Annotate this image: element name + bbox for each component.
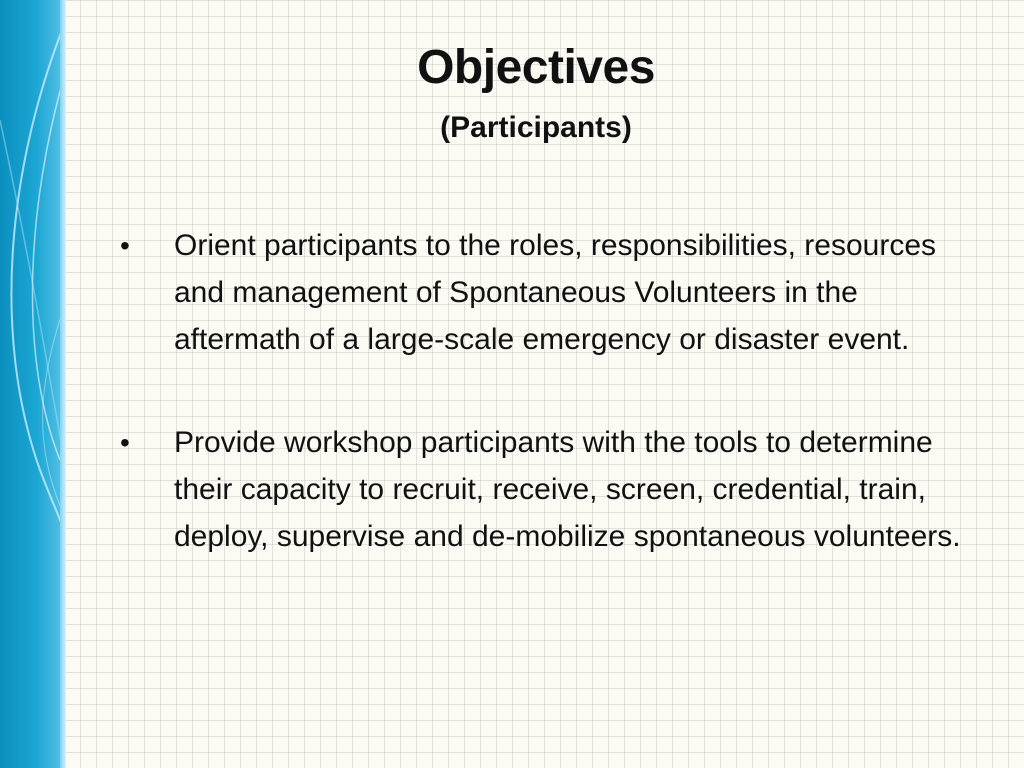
decorative-sidebar <box>0 0 66 768</box>
slide-subtitle: (Participants) <box>440 111 632 144</box>
swoosh-decoration <box>0 0 66 768</box>
slide-title: Objectives <box>417 41 655 94</box>
bullet-text: Orient participants to the roles, responsibilities, resources and management of Spontaneous Volunteers in the aftermath of a large-scale emergency or disaster event. <box>174 229 937 356</box>
list-item <box>120 419 980 560</box>
objectives-list <box>120 222 980 616</box>
bullet-icon: • <box>120 427 130 458</box>
bullet-icon: • <box>120 230 130 261</box>
bullet-text: Provide workshop participants with the tools to determine their capacity to recruit, receive, screen, credential, train, deploy, supervise and de-mobilize spontaneous volunteers. <box>174 426 961 553</box>
list-item <box>120 222 980 363</box>
